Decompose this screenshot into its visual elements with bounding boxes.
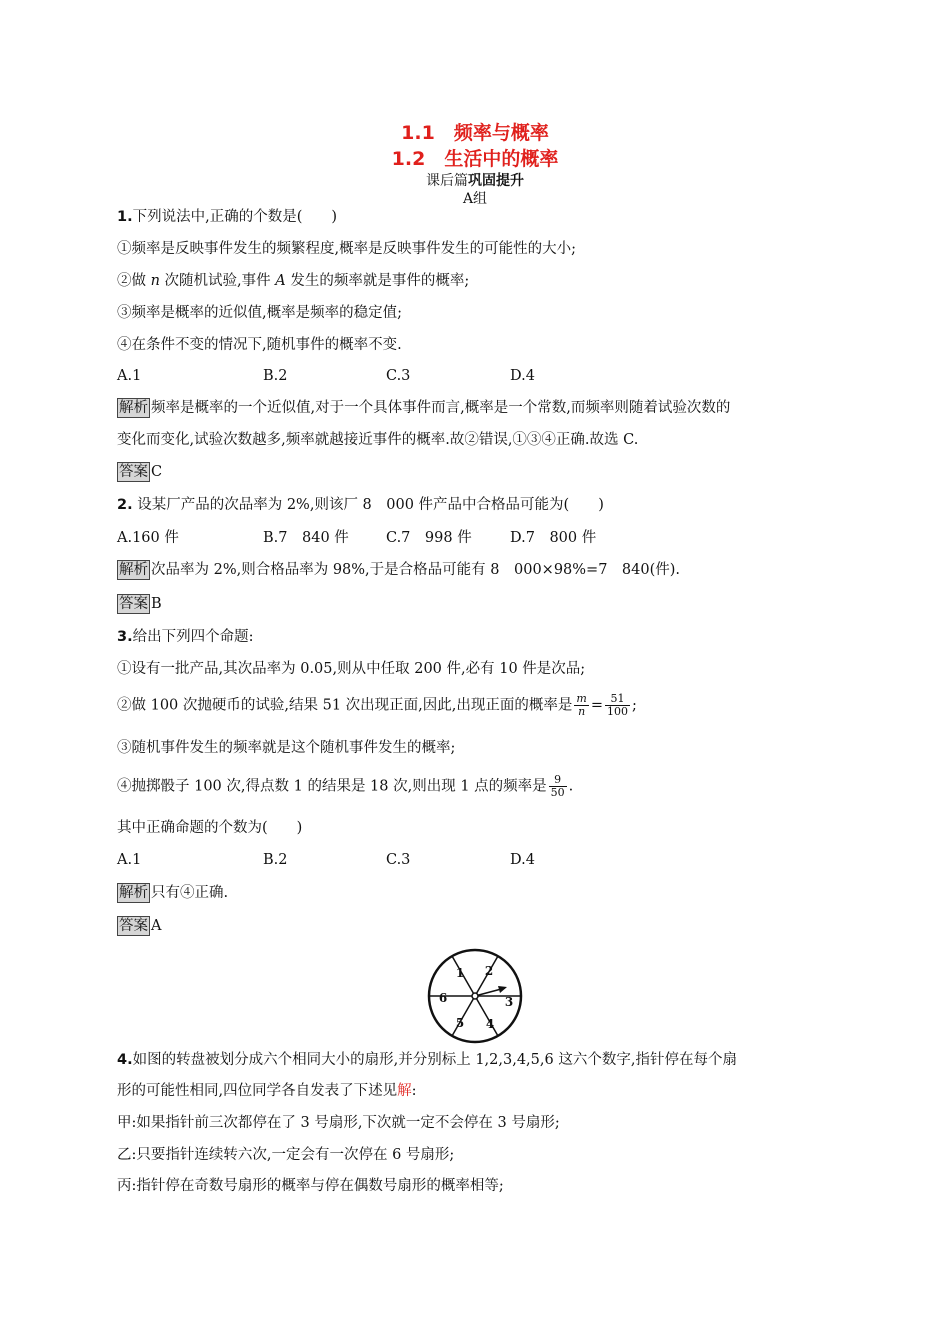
q1-statement-1: ①频率是反映事件发生的频繁程度,概率是反映事件发生的可能性的大小;: [117, 241, 576, 257]
q2-stem-text: 设某厂产品的次品率为 2%,则该厂 8 000 件产品中合格品可能为( ): [132, 497, 604, 513]
q3-s4-text: ④抛掷骰子 100 次,得点数 1 的结果是 18 次,则出现 1 点的频率是: [117, 778, 547, 795]
q3-statement-4: [117, 774, 573, 799]
q3-s2-end: ;: [631, 697, 637, 714]
q4-number: 4.: [117, 1052, 133, 1068]
subtitle-bold: 巩固提升: [468, 173, 524, 189]
q3-s2-text: ②做 100 次抛硬币的试验,结果 51 次出现正面,因此,出现正面的概率是: [117, 697, 573, 714]
q1-s2-part-c: 发生的频率就是事件的概率;: [285, 273, 470, 289]
q4-stem-colon: :: [411, 1083, 417, 1099]
q1-answer-value: C: [151, 464, 163, 480]
q1-option-c: C.3: [386, 368, 411, 384]
spinner-figure: [427, 948, 523, 1044]
q1-statement-2: [117, 271, 469, 291]
q3-fraction-9-50: [549, 774, 567, 799]
q4-opinion-jia: 甲:如果指针前三次都停在了 3 号扇形,下次就一定不会停在 3 号扇形;: [117, 1115, 560, 1131]
q2-number: 2.: [117, 497, 133, 513]
q2-stem: [117, 495, 604, 515]
q3-option-a: A.1: [117, 852, 142, 868]
q2-option-c: C.7 998 件: [386, 530, 472, 546]
group-label: A组: [462, 191, 488, 207]
section-title-1: 1.1 频率与概率: [401, 122, 549, 144]
q4-opinion-yi: 乙:只要指针连续转六次,一定会有一次停在 6 号扇形;: [117, 1147, 455, 1163]
section-title-2: 1.2 生活中的概率: [391, 148, 559, 170]
q3-analysis: [117, 883, 228, 903]
q1-number: 1.: [117, 209, 133, 225]
q3-var-m: m: [576, 692, 587, 705]
q3-var-n: n: [578, 705, 586, 718]
q3-question: 其中正确命题的个数为( ): [117, 820, 303, 836]
q3-num-9: 9: [549, 774, 567, 787]
q1-statement-3: ③频率是概率的近似值,概率是频率的稳定值;: [117, 305, 402, 321]
q2-option-a: A.160 件: [117, 530, 179, 546]
q3-analysis-text: 只有④正确.: [151, 885, 229, 901]
q1-s2-var-n: n: [150, 273, 160, 289]
q2-option-d: D.7 800 件: [510, 530, 597, 546]
q3-stem-text: 给出下列四个命题:: [132, 629, 254, 645]
q3-num-51: 51: [605, 693, 630, 706]
q1-option-d: D.4: [510, 368, 535, 384]
q2-answer-value: B: [151, 596, 162, 612]
sector-label-3: 3: [504, 995, 514, 1009]
q4-stem-line-2: [117, 1081, 417, 1101]
sector-label-1: 1: [455, 966, 465, 980]
q1-analysis-line-1: [117, 398, 730, 418]
q1-option-b: B.2: [263, 368, 288, 384]
q2-answer-tag: 答案: [119, 596, 148, 612]
q3-analysis-tag: 解析: [119, 885, 148, 901]
q3-option-d: D.4: [510, 852, 535, 868]
q3-s4-end: .: [568, 778, 574, 795]
q3-stem: [117, 627, 254, 647]
q2-analysis: [117, 560, 680, 580]
q4-stem-line-1: [117, 1050, 737, 1070]
q1-answer: [117, 462, 162, 482]
q3-option-b: B.2: [263, 852, 288, 868]
subtitle: [0, 170, 950, 190]
q1-stem-text: 下列说法中,正确的个数是( ): [132, 209, 338, 225]
q3-number: 3.: [117, 629, 133, 645]
q4-stem-text-2: 形的可能性相同,四位同学各自发表了下述见: [117, 1083, 398, 1099]
q4-stem-red-char: 解: [397, 1083, 412, 1099]
q1-s2-var-a: A: [275, 273, 286, 289]
q1-stem: [117, 207, 337, 227]
q1-analysis-tag: 解析: [119, 400, 148, 416]
spinner-hub: [472, 993, 478, 999]
q1-option-a: A.1: [117, 368, 142, 384]
q4-opinion-bing: 丙:指针停在奇数号扇形的概率与停在偶数号扇形的概率相等;: [117, 1178, 504, 1194]
q1-analysis-line-2: 变化而变化,试验次数越多,频率就越接近事件的概率.故②错误,①③④正确.故选 C.: [117, 432, 639, 448]
q3-statement-1: ①设有一批产品,其次品率为 0.05,则从中任取 200 件,必有 10 件是次品;: [117, 661, 586, 677]
q3-answer-tag: 答案: [119, 918, 148, 934]
q3-den-100: 100: [606, 705, 628, 718]
q3-den-50: 50: [550, 786, 565, 799]
q3-equals: =: [590, 697, 603, 714]
q1-s2-part-b: 次随机试验,事件: [159, 273, 276, 289]
q3-answer: [117, 916, 161, 936]
sector-label-4: 4: [485, 1017, 495, 1031]
q3-fraction-51-100: [605, 693, 630, 718]
q2-analysis-text: 次品率为 2%,则合格品率为 98%,于是合格品可能有 8 000×98%=7 840(件).: [151, 562, 681, 578]
sector-label-5: 5: [455, 1016, 465, 1030]
q3-fraction-m-over-n: [574, 693, 588, 718]
q3-statement-2: [117, 693, 637, 718]
q3-statement-3: ③随机事件发生的频率就是这个随机事件发生的概率;: [117, 740, 456, 756]
q1-statement-4: ④在条件不变的情况下,随机事件的概率不变.: [117, 337, 402, 353]
q4-stem-text-1: 如图的转盘被划分成六个相同大小的扇形,并分别标上 1,2,3,4,5,6 这六个数字,指针停在每个扇: [132, 1052, 737, 1068]
q2-answer: [117, 594, 162, 614]
q3-answer-value: A: [151, 918, 162, 934]
q2-option-b: B.7 840 件: [263, 530, 349, 546]
subtitle-prefix: 课后篇: [426, 173, 468, 189]
q1-s2-part-a: ②做: [117, 273, 151, 289]
q3-option-c: C.3: [386, 852, 411, 868]
q1-analysis-text-1: 频率是概率的一个近似值,对于一个具体事件而言,概率是一个常数,而频率则随着试验次数的: [151, 400, 731, 416]
sector-label-2: 2: [484, 964, 494, 978]
sector-label-6: 6: [438, 991, 448, 1005]
q1-answer-tag: 答案: [119, 464, 148, 480]
q2-analysis-tag: 解析: [119, 562, 148, 578]
